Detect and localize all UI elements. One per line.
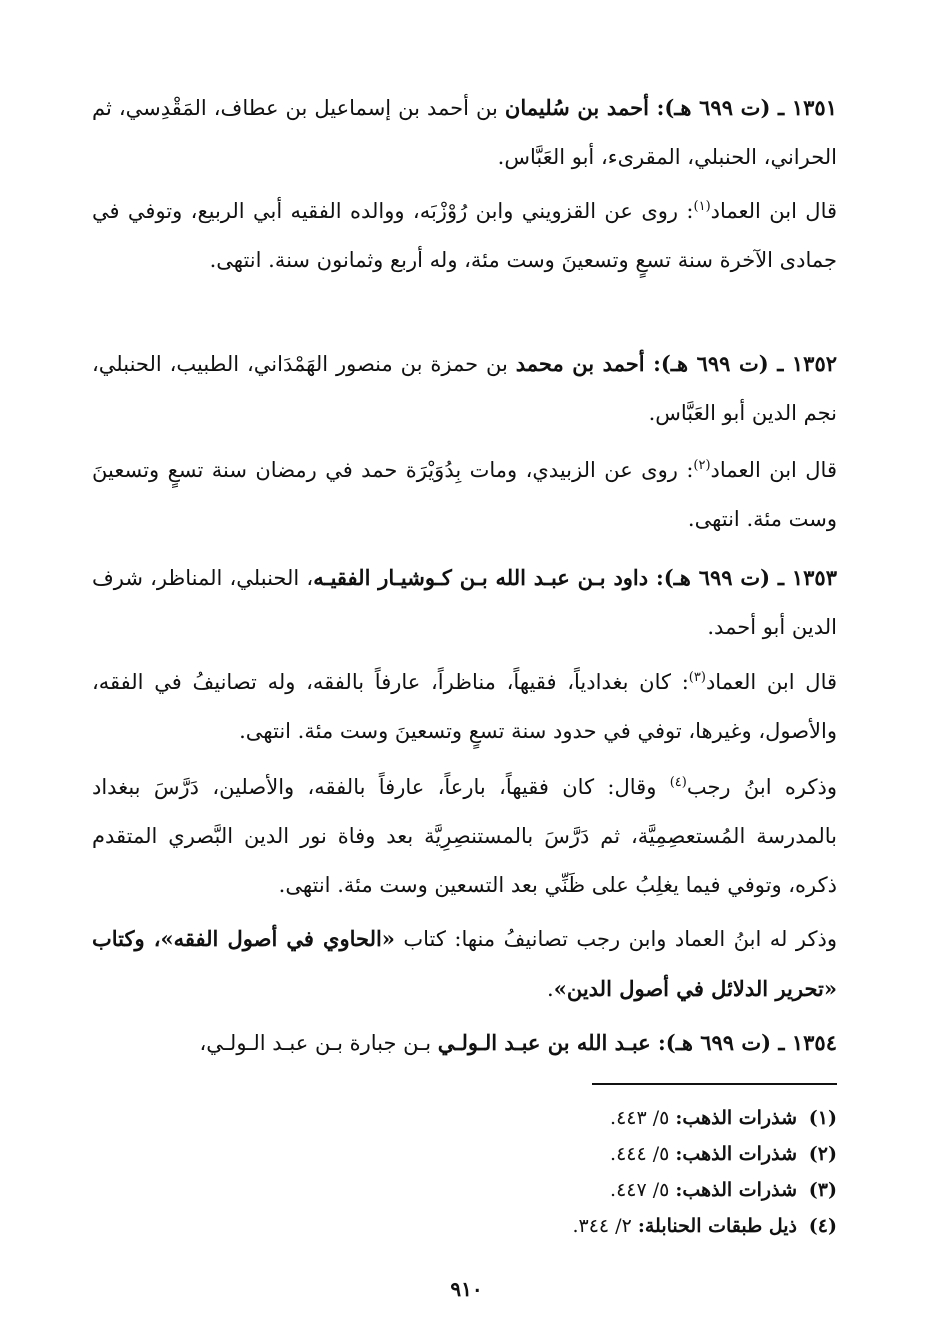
footnote-ref: (١): [693, 199, 711, 214]
footnote-reference: ٥/ ٤٤٣.: [610, 1107, 676, 1129]
entry-1351: [92, 83, 837, 182]
paragraph-text: .: [547, 977, 554, 1001]
footnote-number: (١): [808, 1107, 837, 1129]
entry-1354: [92, 1018, 837, 1068]
paragraph-text: : روى عن الزبيدي، ومات بِدُوَيْرَة حمد في رمضان سنة تسعٍ وتسعينَ وست مئة. انتهى.: [92, 458, 837, 531]
paragraph-text: قال ابن العماد: [705, 670, 838, 694]
entry-1352: [92, 339, 837, 438]
page-number: ٩١٠: [450, 1277, 483, 1301]
entry-text: ، الحنبلي، المناظر، شرف الدين أبو أحمد.: [92, 566, 837, 639]
footnote-reference: ٢/ ٣٤٤.: [572, 1215, 638, 1237]
entry-heading: ١٣٥٣ ـ (ت ٦٩٩ هـ): داود بـن عبـد الله بـن كـوشيـار الفقيـه: [313, 565, 837, 590]
book-titles: «الحاوي في أصول الفقه»، وكتاب «تحرير الدلائل في أصول الدين»: [92, 926, 837, 1001]
footnote-ref: (٣): [688, 670, 706, 685]
footnote-source: شذرات الذهب:: [675, 1107, 797, 1129]
footnote-reference: ٥/ ٤٤٧.: [610, 1179, 676, 1201]
paragraph-ibn-imad-3: [92, 658, 837, 756]
footnote-ref: (٢): [693, 458, 711, 473]
paragraph-text: وذكر له ابنُ العماد وابن رجب تصانيفُ منها: كتاب: [394, 927, 837, 951]
entry-heading: ١٣٥١ ـ (ت ٦٩٩ هـ): أحمد بن سُليمان: [504, 95, 837, 120]
entry-heading: ١٣٥٢ ـ (ت ٦٩٩ هـ): أحمد بن محمد: [515, 351, 838, 376]
footnote-source: شذرات الذهب:: [675, 1179, 797, 1201]
entry-1353: [92, 553, 837, 652]
entry-text: بـن جبارة بـن عبـد الـولـي،: [199, 1031, 438, 1055]
footnote-source: ذيل طبقات الحنابلة:: [637, 1215, 797, 1237]
entry-text: بن أحمد بن إسماعيل بن عطاف، المَقْدِسي، ثم الحراني، الحنبلي، المقرىء، أبو العَبَّاس.: [92, 96, 837, 169]
footnote-number: (٤): [808, 1215, 837, 1237]
paragraph-text: : كان بغدادياً، فقيهاً، مناظراً، عارفاً بالفقه، وله تصانيفُ في الفقه، والأصول، وغيرها، توفي في حدود سنة تسعٍ وتسعينَ وست مئة. انتهى.: [92, 670, 837, 743]
footnote-item: [437, 1136, 837, 1172]
entry-heading: ١٣٥٤ ـ (ت ٦٩٩ هـ): عبـد الله بن عبـد الـولـي: [437, 1030, 837, 1055]
footnote-item: [437, 1172, 837, 1208]
paragraph-text: قال ابن العماد: [710, 458, 837, 482]
footnote-ref: (٤): [669, 775, 687, 790]
entry-text: بن حمزة بن منصور الهَمْدَاني، الطبيب، الحنبلي، نجم الدين أبو العَبَّاس.: [92, 352, 837, 425]
footnote-number: (٣): [808, 1179, 837, 1201]
footnote-divider: [592, 1083, 837, 1085]
footnotes-list: [437, 1100, 837, 1244]
paragraph-text: : روى عن القزويني وابن رُوْزْبَه، ووالده الفقيه أبي الربيع، وتوفي في جمادى الآخرة سنة تسعٍ وتسعينَ وست مئة، وله أربع وثمانون سنة. انتهى.: [92, 199, 837, 272]
paragraph-text: قال ابن العماد: [710, 199, 838, 223]
footnote-item: [437, 1100, 837, 1136]
paragraph-ibn-rajab: [92, 763, 837, 910]
paragraph-works: [92, 914, 837, 1014]
paragraph-text: وقال: كان فقيهاً، بارعاً، عارفاً بالفقه، والأصلين، دَرَّسَ ببغداد بالمدرسة المُستعصِمِيَّة، ثم دَرَّسَ بالمستنصِرِيَّة بعد وفاة نور الدين البَّصري المتقدم ذكره، وتوفي فيما يغلِبُ على ظَنِّي بعد التسعين وست مئة. انتهى.: [92, 775, 837, 897]
footnote-source: شذرات الذهب:: [675, 1143, 797, 1165]
paragraph-ibn-imad-1: [92, 187, 837, 285]
footnote-reference: ٥/ ٤٤٤.: [610, 1143, 676, 1165]
paragraph-text: وذكره ابنُ رجب: [686, 775, 838, 799]
footnote-item: [437, 1208, 837, 1244]
footnote-number: (٢): [808, 1143, 837, 1165]
paragraph-ibn-imad-2: [92, 446, 837, 544]
